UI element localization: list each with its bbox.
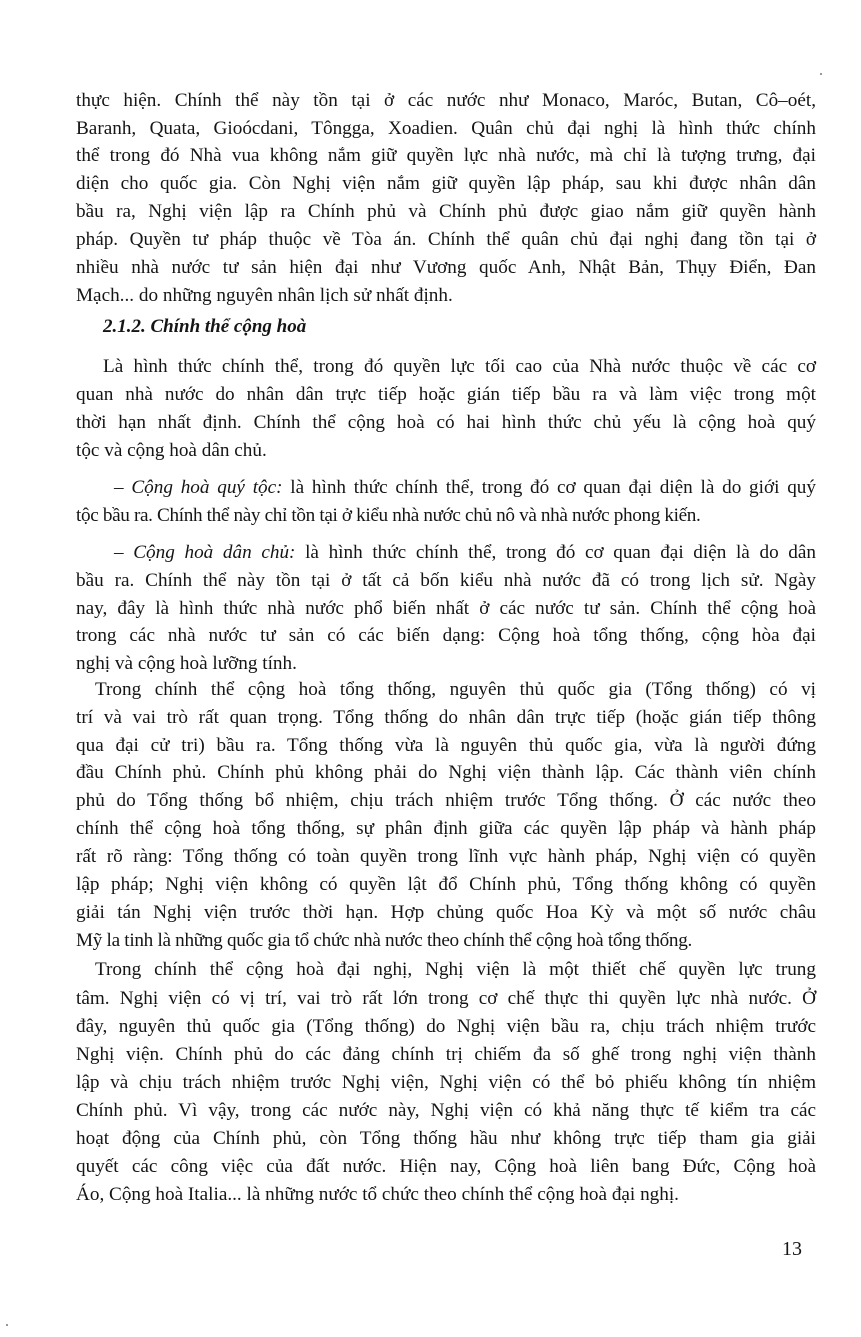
text-line: Áo, Cộng hoà Italia... là những nước tổ chức theo chính thể cộng hoà đại nghị. (76, 1184, 679, 1205)
text-line: chính thể cộng hoà tổng thống, sự phân định giữa các quyền lập pháp và hành pháp (76, 818, 816, 839)
text-line: qua đại cử tri) bầu ra. Tổng thống vừa là nguyên thủ quốc gia, vừa là người đứng (76, 735, 816, 756)
text-line: hoạt động của Chính phủ, còn Tổng thống hầu như không trực tiếp tham gia giải (76, 1128, 816, 1149)
definition-text: là hình thức chính thể, trong đó cơ quan đại diện là do giới quý (282, 477, 816, 498)
text-line: Trong chính thể cộng hoà đại nghị, Nghị viện là một thiết chế quyền lực trung (95, 959, 816, 980)
term-aristocratic-republic: Cộng hoà quý tộc: (131, 477, 283, 498)
text-line: diện cho quốc gia. Còn Nghị viện nắm giữ quyền lập pháp, sau khi được nhân dân (76, 173, 816, 194)
text-line: phủ do Tổng thống bổ nhiệm, chịu trách nhiệm trước Tổng thống. Ở các nước theo (76, 790, 816, 811)
text-line: nhiều nhà nước tư sản hiện đại như Vương quốc Anh, Nhật Bản, Thụy Điển, Đan (76, 257, 816, 278)
text-line: Baranh, Quata, Gioócdani, Tôngga, Xoadien. Quân chủ đại nghị là hình thức chính (76, 118, 816, 139)
page-number: 13 (782, 1238, 802, 1260)
text-line: Chính phủ. Vì vậy, trong các nước này, Nghị viện có khả năng thực tế kiểm tra các (76, 1100, 816, 1121)
text-line: tộc và cộng hoà dân chủ. (76, 440, 267, 461)
text-line: lập và chịu trách nhiệm trước Nghị viện, Nghị viện có thể bỏ phiếu không tín nhiệm (76, 1072, 816, 1093)
text-line: bầu ra, Nghị viện lập ra Chính phủ và Chính phủ được giao nắm giữ quyền hành (76, 201, 816, 222)
dash-marker: – (114, 542, 134, 563)
text-line: Mỹ la tinh là những quốc gia tổ chức nhà nước theo chính thể cộng hoà tổng thống. (76, 930, 692, 951)
text-line: thực hiện. Chính thể này tồn tại ở các nước như Monaco, Maróc, Butan, Cô–oét, (76, 90, 816, 111)
text-line: quan nhà nước do nhân dân trực tiếp hoặc gián tiếp bầu ra và làm việc trong một (76, 384, 816, 405)
text-line: bầu ra. Chính thể này tồn tại ở tất cả bốn kiểu nhà nước đã có trong lịch sử. Ngày (76, 570, 816, 591)
section-heading: 2.1.2. Chính thể cộng hoà (103, 316, 307, 337)
definition-line (114, 540, 816, 565)
text-line: đây, nguyên thủ quốc gia (Tổng thống) do Nghị viện bầu ra, chịu trách nhiệm trước (76, 1016, 816, 1037)
text-line: lập pháp; Nghị viện không có quyền lật đổ Chính phủ, Tổng thống không có quyền (76, 874, 816, 895)
text-line: Mạch... do những nguyên nhân lịch sử nhất định. (76, 285, 453, 306)
text-line: tâm. Nghị viện có vị trí, vai trò rất lớn trong cơ chế thực thi quyền lực nhà nước. Ở (76, 988, 816, 1009)
text-line: rất rõ ràng: Tổng thống có toàn quyền trong lĩnh vực hành pháp, Nghị viện có quyền (76, 846, 816, 867)
text-line: trí và vai trò rất quan trọng. Tổng thống do nhân dân trực tiếp (hoặc gián tiếp thông (76, 707, 816, 728)
text-line: thời hạn nhất định. Chính thể cộng hoà có hai hình thức chủ yếu là cộng hoà quý (76, 412, 816, 433)
scan-speck (820, 73, 822, 75)
dash-marker: – (114, 477, 132, 498)
text-line: đầu Chính phủ. Chính phủ không phải do Nghị viện thành lập. Các thành viên chính (76, 762, 816, 783)
definition-text: là hình thức chính thể, trong đó cơ quan đại diện là do dân (295, 542, 817, 563)
text-line: giải tán Nghị viện trước thời hạn. Hợp chủng quốc Hoa Kỳ và một số nước châu (76, 902, 816, 923)
text-line: tộc bầu ra. Chính thể này chỉ tồn tại ở kiểu nhà nước chủ nô và nhà nước phong kiến. (76, 505, 701, 526)
scan-speck (6, 1324, 8, 1326)
text-line: trong các nhà nước tư sản có các biến dạng: Cộng hoà tổng thống, cộng hòa đại (76, 625, 816, 646)
text-line: Nghị viện. Chính phủ do các đảng chính trị chiếm đa số ghế trong nghị viện thành (76, 1044, 816, 1065)
text-line: nghị và cộng hoà lưỡng tính. (76, 653, 297, 674)
text-line: Là hình thức chính thể, trong đó quyền lực tối cao của Nhà nước thuộc về các cơ (103, 356, 816, 377)
term-democratic-republic: Cộng hoà dân chủ: (133, 542, 296, 563)
text-line: thể trong đó Nhà vua không nắm giữ quyền lực nhà nước, mà chỉ là tượng trưng, đại (76, 145, 816, 166)
text-line: Trong chính thể cộng hoà tổng thống, nguyên thủ quốc gia (Tổng thống) có vị (95, 679, 816, 700)
definition-line (114, 475, 816, 500)
text-line: nay, đây là hình thức nhà nước phổ biến nhất ở các nước tư sản. Chính thể cộng hoà (76, 598, 816, 619)
text-line: pháp. Quyền tư pháp thuộc về Tòa án. Chính thể quân chủ đại nghị đang tồn tại ở (76, 229, 816, 250)
text-line: quyết các công việc của đất nước. Hiện nay, Cộng hoà liên bang Đức, Cộng hoà (76, 1156, 816, 1177)
